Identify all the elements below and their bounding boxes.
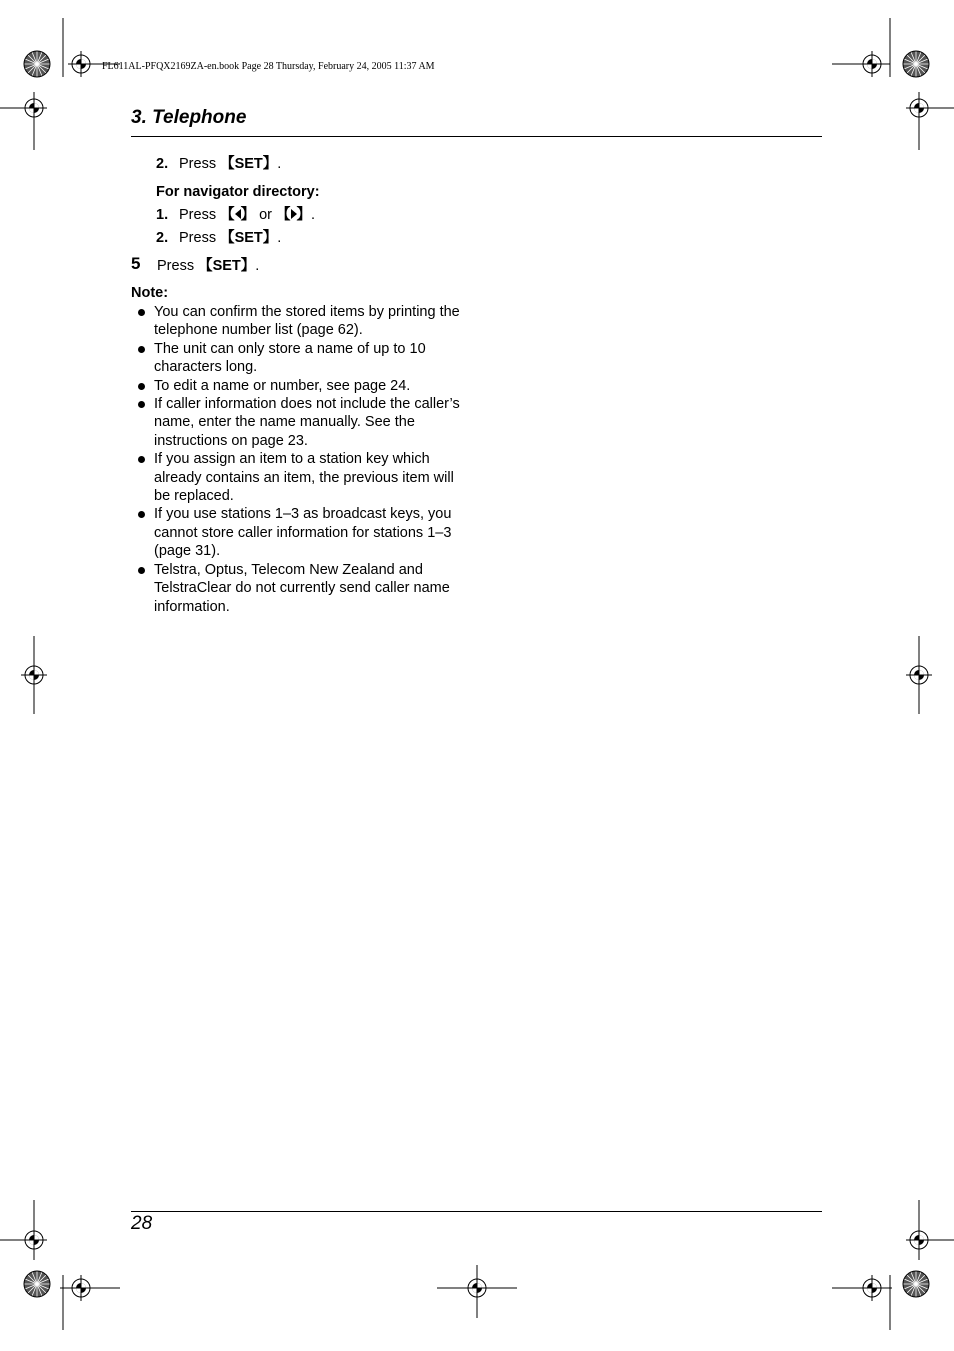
footer-rule (131, 1211, 822, 1212)
list-item: If caller information does not include the caller’s name, enter the name manually. See the instructions on page 23. (131, 395, 461, 450)
press-text: Press (157, 258, 199, 274)
substep-number: 2. (156, 156, 169, 172)
list-item: If you assign an item to a station key which already contains an item, the previous item will be replaced. (131, 450, 461, 505)
note-heading: Note: (131, 285, 169, 301)
substep-number: 1. (156, 207, 169, 223)
set-key: 【SET】 (220, 230, 278, 246)
list-item: The unit can only store a name of up to 10 characters long. (131, 340, 461, 377)
step-number-5: 5 (131, 254, 141, 273)
press-text: Press (179, 230, 221, 246)
bullet-icon (138, 309, 145, 316)
nav-step-1: 1. Press 【 】 or 【 】. (156, 207, 316, 223)
list-item: If you use stations 1–3 as broadcast keys, you cannot store caller information for stations 1–3 (page 31). (131, 505, 461, 560)
set-key: 【SET】 (198, 258, 256, 274)
press-text: Press (179, 207, 221, 223)
left-arrow-icon (235, 209, 241, 219)
press-text: Press (179, 156, 221, 172)
navigator-directory-heading: For navigator directory: (156, 184, 320, 200)
right-arrow-icon (291, 209, 297, 219)
bullet-icon (138, 456, 145, 463)
step-5-press: Press 【SET】. (157, 258, 260, 274)
substep-number: 2. (156, 230, 169, 246)
header-rule (131, 136, 822, 137)
bullet-icon (138, 346, 145, 353)
bullet-icon (138, 401, 145, 408)
nav-step-2: 2. Press 【SET】. (156, 230, 282, 246)
substep-set-press: 2. Press 【SET】. (156, 156, 282, 172)
note-list (131, 303, 461, 616)
set-key: 【SET】 (220, 156, 278, 172)
list-item: To edit a name or number, see page 24. (131, 377, 461, 395)
section-title: 3. Telephone (131, 107, 247, 128)
page-number: 28 (131, 1213, 153, 1234)
list-item: You can confirm the stored items by printing the telephone number list (page 62). (131, 303, 461, 340)
list-item: Telstra, Optus, Telecom New Zealand and TelstraClear do not currently send caller name information. (131, 561, 461, 616)
bullet-icon (138, 567, 145, 574)
bullet-icon (138, 383, 145, 390)
bullet-icon (138, 511, 145, 518)
file-info-header: FL611AL-PFQX2169ZA-en.book Page 28 Thursday, February 24, 2005 11:37 AM (102, 61, 435, 72)
